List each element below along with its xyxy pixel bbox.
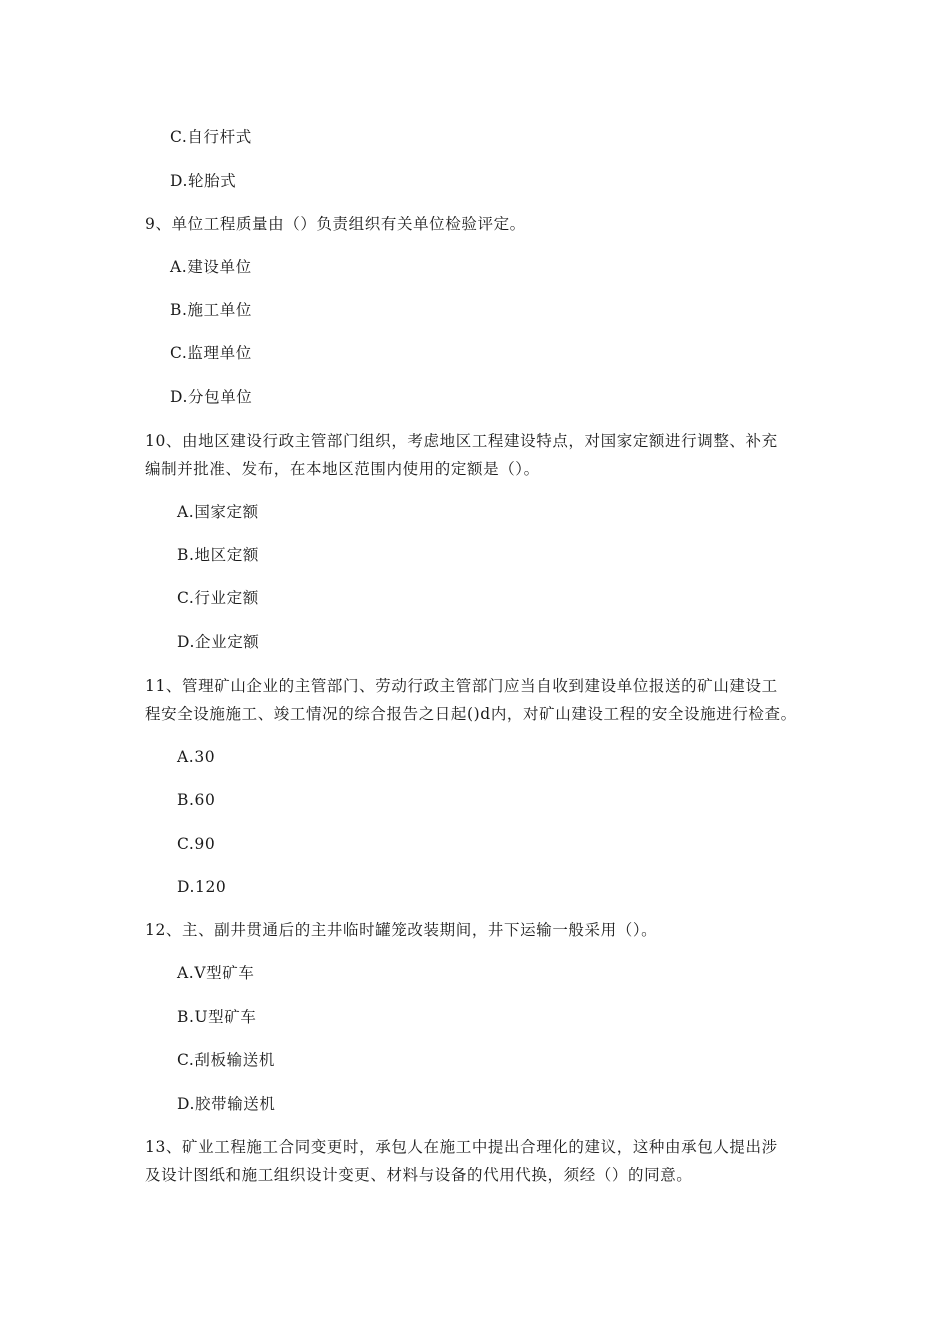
option-12b: B.U型矿车 [177,1008,257,1026]
option-12a: A.V型矿车 [177,964,255,982]
option-11a: A.30 [177,748,216,766]
option-11d: D.120 [177,878,227,896]
question-11-line-2: 程安全设施施工、竣工情况的综合报告之日起()d内，对矿山建设工程的安全设施进行检查。 [145,705,797,723]
question-10-line-1: 10、由地区建设行政主管部门组织，考虑地区工程建设特点，对国家定额进行调整、补充 [145,432,778,450]
option-9a: A.建设单位 [170,258,252,276]
question-11-line-1: 11、管理矿山企业的主管部门、劳动行政主管部门应当自收到建设单位报送的矿山建设工 [145,677,778,695]
option-9d: D.分包单位 [170,388,253,406]
option-12d: D.胶带输送机 [177,1095,276,1113]
question-13-line-2: 及设计图纸和施工组织设计变更、材料与设备的代用代换，须经（）的同意。 [145,1166,693,1184]
option-10a: A.国家定额 [177,503,259,521]
option-9b: B.施工单位 [170,301,252,319]
option-9c: C.监理单位 [170,344,252,362]
option-11b: B.60 [177,791,216,809]
option-10b: B.地区定额 [177,546,259,564]
option-8c: C.自行杆式 [170,128,252,146]
question-10-line-2: 编制并批准、发布，在本地区范围内使用的定额是（）。 [145,460,540,478]
option-10c: C.行业定额 [177,589,259,607]
question-13-line-1: 13、矿业工程施工合同变更时，承包人在施工中提出合理化的建议，这种由承包人提出涉 [145,1138,778,1156]
question-9: 9、单位工程质量由（）负责组织有关单位检验评定。 [145,215,526,233]
option-10d: D.企业定额 [177,633,260,651]
option-12c: C.刮板输送机 [177,1051,275,1069]
question-12: 12、主、副井贯通后的主井临时罐笼改装期间，井下运输一般采用（）。 [145,921,658,939]
option-11c: C.90 [177,835,216,853]
option-8d: D.轮胎式 [170,172,237,190]
